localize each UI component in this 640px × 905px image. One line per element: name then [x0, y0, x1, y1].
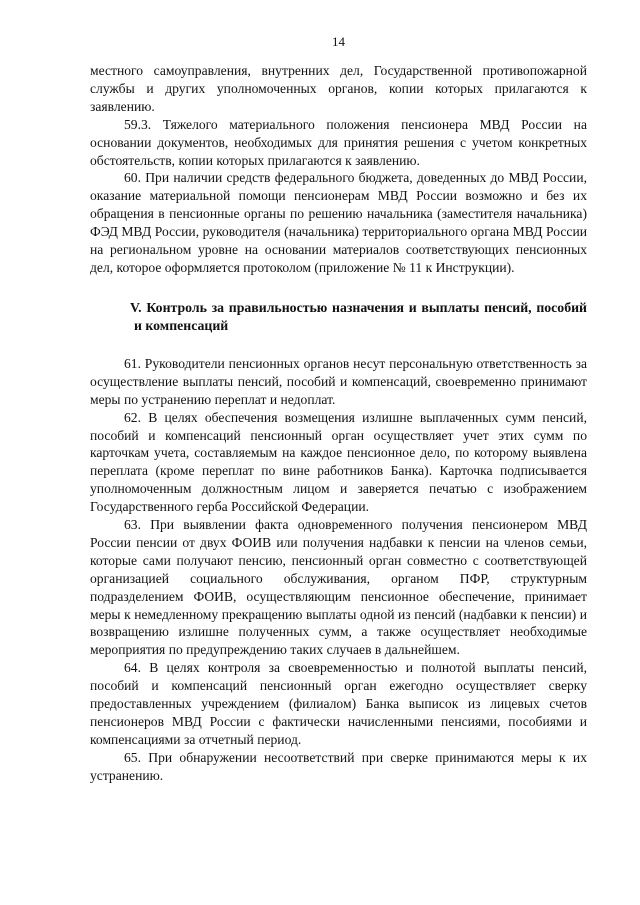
paragraph-59-3: 59.3. Тяжелого материального положения пенсионера МВД России на основании документов, необходимых для принятия решения с учетом конкретных обстоятельств, копии которых прилагаются к заявлению. [90, 116, 587, 168]
paragraph-64: 64. В целях контроля за своевременностью и полнотой выплаты пенсий, пособий и компенсаций пенсионный орган ежегодно осуществляет сверку предоставленных учреждением (филиалом) Банка выписок из лицевых счетов пенсионеров МВД России с фактически начисленными пенсиями, пособиями и компенсациями за отчетный период. [90, 660, 587, 747]
paragraph-60: 60. При наличии средств федерального бюджета, доведенных до МВД России, оказание материальной помощи пенсионерам МВД России возможно и без их обращения в пенсионные органы по решению начальника (заместителя начальника) ФЭД МВД России, руководителя (начальника) территориального органа МВД России на региональном уровне на основании материалов соответствующих пенсионных дел, которое оформляется протоколом (приложение № 11 к Инструкции). [90, 170, 587, 275]
paragraph-continuation: местного самоуправления, внутренних дел, Государственной противопожарной службы и других уполномоченных органов, копии которых прилагаются к заявлению. [90, 63, 587, 114]
paragraph-61: 61. Руководители пенсионных органов несут персональную ответственность за осуществление выплаты пенсий, пособий и компенсаций, своевременно принимают меры по устранению переплат и недоплат. [90, 355, 587, 407]
page-number: 14 [332, 34, 345, 49]
paragraph-65: 65. При обнаружении несоответствий при сверке принимаются меры к их устранению. [90, 749, 587, 783]
section-heading: V. Контроль за правильностью назначения и выплаты пенсий, пособий и компенсаций [130, 299, 587, 333]
document-page [90, 34, 587, 785]
paragraph-62: 62. В целях обеспечения возмещения излишне выплаченных сумм пенсий, пособий и компенсаций пенсионный орган осуществляет учет этих сумм по карточкам учета, составляемым на каждое пенсионное дело, по которому выявлена переплата (кроме переплат по вине работников Банка). Карточка подписывается уполномоченным должностным лицом и заверяется печатью с изображением Государственного герба Российской Федерации. [90, 409, 587, 515]
paragraph-63: 63. При выявлении факта одновременного получения пенсионером МВД России пенсии от двух ФОИВ или получения надбавки к пенсии на членов семьи, которые сами получают пенсию, пенсионный орган совместно с соответствующей организацией социального обслуживания, органом ПФР, структурным подразделением ФОИВ, осуществляющим пенсионное обеспечение, принимает меры к немедленному прекращению выплаты одной из пенсий (надбавки к пенсии) и возвращению излишне полученных сумм, а также осуществляет необходимые мероприятия по предупреждению таких случаев в дальнейшем. [90, 517, 587, 658]
